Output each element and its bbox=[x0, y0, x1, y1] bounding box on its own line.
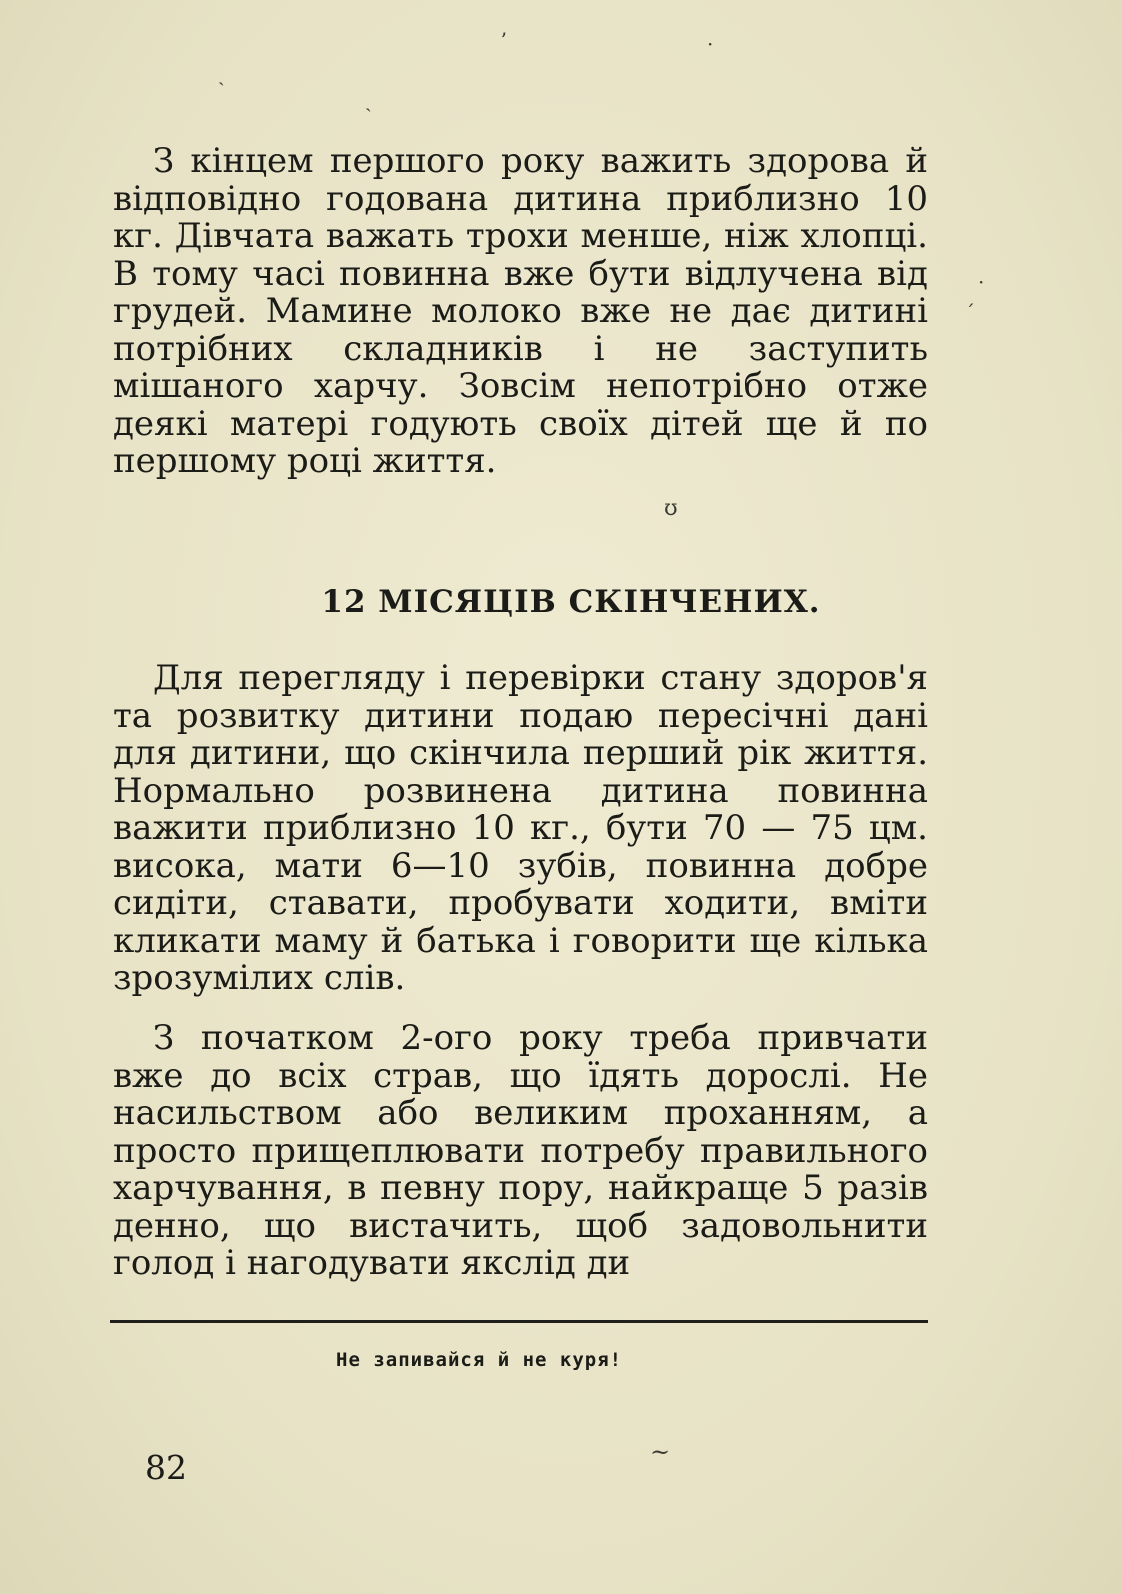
ink-speck: · bbox=[707, 32, 714, 56]
paragraph-text: З кінцем першого року важить здорова й відповідно годована дитина приблизно 10 кг. Дівчата важать трохи менше, ніж хлопці. В тому часі повинна вже бути відлучена від грудей. Мамине молоко вже не дає дитині потрібних складників і не заступить мішаного харчу. Зовсім непотрібно отже деякі матері годують своїх дітей ще й по першому році життя. bbox=[113, 141, 928, 481]
ink-speck: ˊ bbox=[965, 300, 975, 324]
paragraph-development-data bbox=[113, 660, 928, 998]
footer-slogan: Не запивайся й не куря! bbox=[336, 1349, 623, 1371]
ink-speck: · bbox=[978, 270, 985, 294]
paragraph-first-year-weight bbox=[113, 143, 928, 481]
ink-speck: ʊ bbox=[664, 496, 678, 521]
paragraph-text: Для перегляду і перевірки стану здоров'я та розвитку дитини подаю пересічні дані для дитини, що скінчила перший рік життя. Нормально розвинена дитина повинна важити приблизно 10 кг., бути 70 — 75 цм. висока, мати 6—10 зубів, повинна добре сидіти, ставати, пробувати ходити, вміти кликати маму й батька і говорити ще кілька зрозумілих слів. bbox=[113, 658, 928, 998]
section-heading: 12 МІСЯЦІВ СКІНЧЕНИХ. bbox=[321, 584, 821, 620]
page-number: 82 bbox=[145, 1448, 187, 1487]
ink-speck: ˎ bbox=[218, 62, 225, 86]
paragraph-text: З початком 2-ого року треба привчати вже до всіх страв, що їдять дорослі. Не насильством або великим проханням, а просто прищеплювати потребу правильного харчування, в певну пору, найкраще 5 разів денно, що вистачить, щоб задовольнити голод і нагодувати якслід ди bbox=[113, 1018, 928, 1283]
ink-speck: ʼ bbox=[500, 28, 507, 52]
ink-speck: ~ bbox=[650, 1438, 671, 1466]
paragraph-second-year-feeding bbox=[113, 1020, 928, 1283]
ink-speck: ˏ bbox=[365, 88, 372, 112]
footnote-divider bbox=[110, 1320, 928, 1323]
